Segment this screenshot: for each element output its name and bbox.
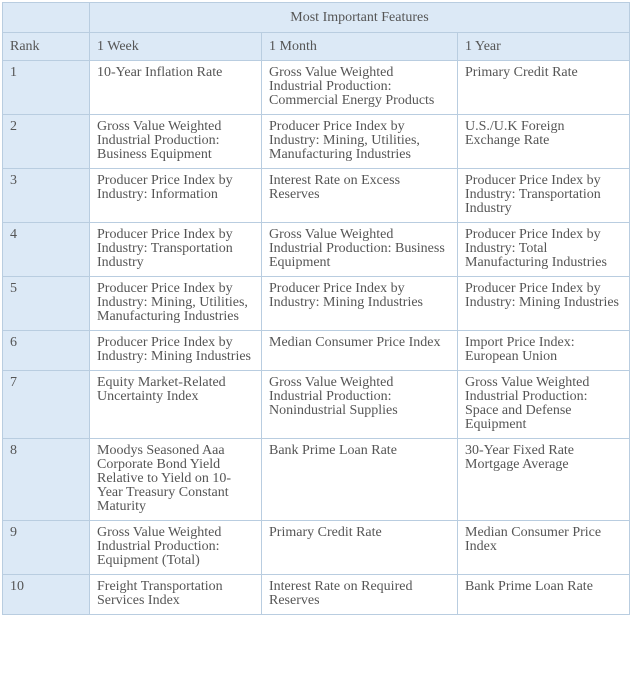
year-cell: 30-Year Fixed Rate Mortgage Average: [458, 439, 630, 521]
rank-cell: 5: [3, 277, 90, 331]
rank-cell: 6: [3, 331, 90, 371]
rank-cell: 10: [3, 575, 90, 615]
column-header-row: [3, 33, 630, 61]
month-cell: Gross Value Weighted Industrial Production: Nonindustrial Supplies: [262, 371, 458, 439]
rank-cell: 2: [3, 115, 90, 169]
table-row: [3, 223, 630, 277]
table-row: [3, 115, 630, 169]
month-cell: Producer Price Index by Industry: Mining Industries: [262, 277, 458, 331]
week-cell: Producer Price Index by Industry: Mining, Utilities, Manufacturing Industries: [90, 277, 262, 331]
table-row: [3, 61, 630, 115]
rank-cell: 8: [3, 439, 90, 521]
week-cell: Producer Price Index by Industry: Transportation Industry: [90, 223, 262, 277]
week-cell: Gross Value Weighted Industrial Production: Equipment (Total): [90, 521, 262, 575]
year-cell: Median Consumer Price Index: [458, 521, 630, 575]
rank-cell: 1: [3, 61, 90, 115]
week-cell: Equity Market-Related Uncertainty Index: [90, 371, 262, 439]
year-cell: Primary Credit Rate: [458, 61, 630, 115]
month-cell: Interest Rate on Excess Reserves: [262, 169, 458, 223]
column-header-1-week: 1 Week: [90, 33, 262, 61]
super-header-row: [3, 3, 630, 33]
features-table: [2, 2, 630, 615]
column-header-1-year: 1 Year: [458, 33, 630, 61]
year-cell: Producer Price Index by Industry: Mining Industries: [458, 277, 630, 331]
week-cell: Moodys Seasoned Aaa Corporate Bond Yield Relative to Yield on 10-Year Treasury Constant Maturity: [90, 439, 262, 521]
super-header-empty-cell: [3, 3, 90, 33]
table-row: [3, 521, 630, 575]
week-cell: Gross Value Weighted Industrial Production: Business Equipment: [90, 115, 262, 169]
super-header-title: Most Important Features: [90, 3, 630, 33]
week-cell: Producer Price Index by Industry: Mining Industries: [90, 331, 262, 371]
year-cell: Gross Value Weighted Industrial Production: Space and Defense Equipment: [458, 371, 630, 439]
year-cell: Producer Price Index by Industry: Total Manufacturing Industries: [458, 223, 630, 277]
week-cell: Producer Price Index by Industry: Information: [90, 169, 262, 223]
table-row: [3, 439, 630, 521]
year-cell: Bank Prime Loan Rate: [458, 575, 630, 615]
week-cell: 10-Year Inflation Rate: [90, 61, 262, 115]
year-cell: U.S./U.K Foreign Exchange Rate: [458, 115, 630, 169]
month-cell: Interest Rate on Required Reserves: [262, 575, 458, 615]
month-cell: Producer Price Index by Industry: Mining, Utilities, Manufacturing Industries: [262, 115, 458, 169]
week-cell: Freight Transportation Services Index: [90, 575, 262, 615]
rank-cell: 7: [3, 371, 90, 439]
rank-cell: 4: [3, 223, 90, 277]
table-row: [3, 371, 630, 439]
column-header-1-month: 1 Month: [262, 33, 458, 61]
month-cell: Gross Value Weighted Industrial Production: Business Equipment: [262, 223, 458, 277]
month-cell: Bank Prime Loan Rate: [262, 439, 458, 521]
table-row: [3, 331, 630, 371]
rank-cell: 9: [3, 521, 90, 575]
month-cell: Median Consumer Price Index: [262, 331, 458, 371]
month-cell: Primary Credit Rate: [262, 521, 458, 575]
table-row: [3, 575, 630, 615]
month-cell: Gross Value Weighted Industrial Production: Commercial Energy Products: [262, 61, 458, 115]
column-header-rank: Rank: [3, 33, 90, 61]
year-cell: Producer Price Index by Industry: Transportation Industry: [458, 169, 630, 223]
table-row: [3, 169, 630, 223]
rank-cell: 3: [3, 169, 90, 223]
year-cell: Import Price Index: European Union: [458, 331, 630, 371]
table-row: [3, 277, 630, 331]
